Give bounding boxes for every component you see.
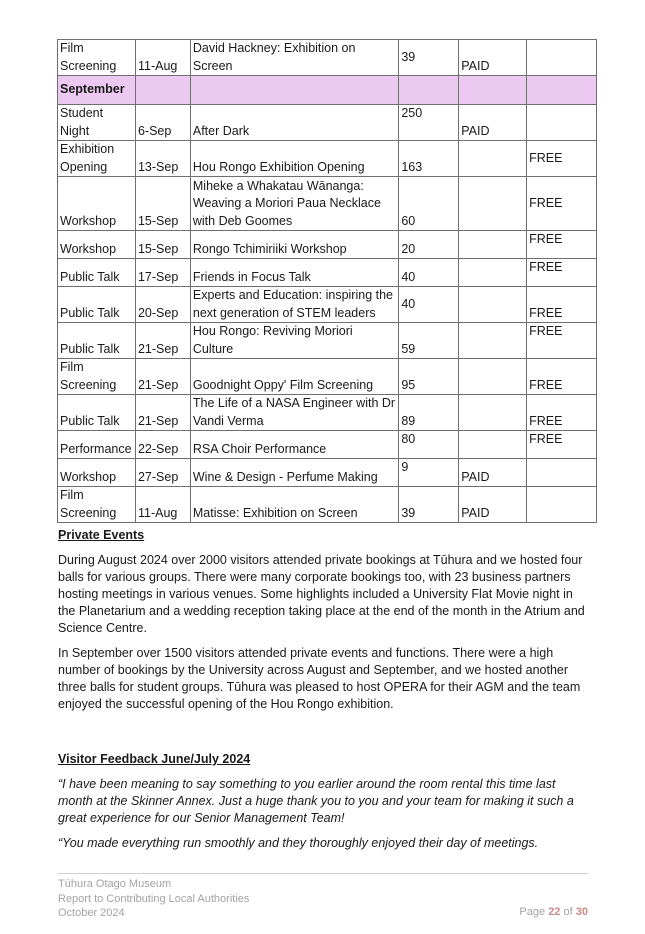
event-free-cell — [527, 105, 597, 141]
event-visitors-cell: 39 — [399, 487, 459, 523]
private-events-heading: Private Events — [58, 528, 145, 542]
event-paid-cell — [459, 323, 527, 359]
private-events-paragraph: In September over 1500 visitors attended private events and functions. There were a high number of bookings by the University across August and September, and we hosted another three balls for student groups. Tūhura was pleased to host OPERA for their AGM and the team enjoyed the successful opening of the Hou Rongo exhibition. — [58, 646, 581, 711]
page-total: 30 — [575, 906, 588, 918]
events-table — [57, 39, 597, 523]
table-row — [58, 459, 597, 487]
event-free-cell — [527, 459, 597, 487]
event-date-cell: 11-Aug — [135, 487, 190, 523]
event-free-cell — [527, 487, 597, 523]
event-paid-cell — [459, 395, 527, 431]
event-date-cell: 21-Sep — [135, 395, 190, 431]
event-type-cell: Public Talk — [58, 287, 136, 323]
event-visitors-cell: 20 — [399, 231, 459, 259]
event-free-cell: FREE — [527, 177, 597, 231]
event-free-cell — [527, 40, 597, 76]
event-free-cell: FREE — [527, 395, 597, 431]
table-row — [58, 487, 597, 523]
event-title-cell: Friends in Focus Talk — [190, 259, 398, 287]
event-paid-cell: PAID — [459, 105, 527, 141]
event-type-cell: Exhibition Opening — [58, 141, 136, 177]
event-title-cell: Miheke a Whakatau Wānanga: Weaving a Moriori Paua Necklace with Deb Goomes — [190, 177, 398, 231]
footer-divider — [58, 873, 588, 874]
event-paid-cell: PAID — [459, 459, 527, 487]
event-visitors-cell: 59 — [399, 323, 459, 359]
table-row — [58, 40, 597, 76]
event-type-cell: Student Night — [58, 105, 136, 141]
event-free-cell: FREE — [527, 287, 597, 323]
event-title-cell: Hou Rongo: Reviving Moriori Culture — [190, 323, 398, 359]
event-type-cell: Public Talk — [58, 323, 136, 359]
event-type-cell: Workshop — [58, 177, 136, 231]
table-row — [58, 395, 597, 431]
event-title-cell: Hou Rongo Exhibition Opening — [190, 141, 398, 177]
event-paid-cell — [459, 287, 527, 323]
event-visitors-cell: 39 — [399, 40, 459, 76]
month-label: September — [58, 76, 136, 105]
month-cell — [135, 76, 190, 105]
event-title-cell: Wine & Design - Perfume Making — [190, 459, 398, 487]
footer-report-title: Report to Contributing Local Authorities — [58, 892, 250, 905]
event-free-cell: FREE — [527, 231, 597, 259]
event-date-cell: 17-Sep — [135, 259, 190, 287]
table-row — [58, 287, 597, 323]
event-date-cell: 11-Aug — [135, 40, 190, 76]
event-visitors-cell: 250 — [399, 105, 459, 141]
month-cell — [459, 76, 527, 105]
event-type-cell: Film Screening — [58, 359, 136, 395]
event-date-cell: 21-Sep — [135, 359, 190, 395]
event-type-cell: Performance — [58, 431, 136, 459]
event-paid-cell — [459, 359, 527, 395]
visitor-feedback-heading: Visitor Feedback June/July 2024 — [58, 752, 251, 766]
table-row — [58, 431, 597, 459]
event-type-cell: Workshop — [58, 459, 136, 487]
footer — [58, 877, 249, 921]
event-paid-cell — [459, 259, 527, 287]
event-visitors-cell: 9 — [399, 459, 459, 487]
feedback-quote: “You made everything run smoothly and they thoroughly enjoyed their day of meetings. — [58, 836, 539, 850]
event-type-cell: Public Talk — [58, 395, 136, 431]
table-row — [58, 177, 597, 231]
event-type-cell: Film Screening — [58, 487, 136, 523]
event-title-cell: RSA Choir Performance — [190, 431, 398, 459]
month-cell — [527, 76, 597, 105]
event-visitors-cell: 40 — [399, 287, 459, 323]
event-date-cell: 15-Sep — [135, 177, 190, 231]
month-row — [58, 76, 597, 105]
table-row — [58, 359, 597, 395]
event-date-cell: 15-Sep — [135, 231, 190, 259]
table-row — [58, 105, 597, 141]
visitor-feedback-section — [58, 751, 592, 852]
event-free-cell: FREE — [527, 141, 597, 177]
event-free-cell: FREE — [527, 431, 597, 459]
event-title-cell: Goodnight Oppy' Film Screening — [190, 359, 398, 395]
event-paid-cell: PAID — [459, 40, 527, 76]
event-date-cell: 21-Sep — [135, 323, 190, 359]
month-cell — [399, 76, 459, 105]
table-row — [58, 141, 597, 177]
event-title-cell: After Dark — [190, 105, 398, 141]
event-visitors-cell: 163 — [399, 141, 459, 177]
private-events-paragraph: During August 2024 over 2000 visitors attended private bookings at Tūhura and we hosted four balls for various groups. There were many corporate bookings too, with 23 business partners hosting meetings in various venues. Some highlights included a University Flat Movie night in the Planetarium and a wedding reception taking place at the end of the month in the Atrium and Science Centre. — [58, 553, 585, 635]
event-title-cell: David Hackney: Exhibition on Screen — [190, 40, 398, 76]
event-date-cell: 13-Sep — [135, 141, 190, 177]
event-visitors-cell: 89 — [399, 395, 459, 431]
event-paid-cell — [459, 431, 527, 459]
event-title-cell: The Life of a NASA Engineer with Dr Vandi Verma — [190, 395, 398, 431]
month-cell — [190, 76, 398, 105]
footer-org: Tūhura Otago Museum — [58, 878, 172, 890]
event-title-cell: Experts and Education: inspiring the next generation of STEM leaders — [190, 287, 398, 323]
private-events-section — [58, 527, 592, 713]
event-title-cell: Matisse: Exhibition on Screen — [190, 487, 398, 523]
event-type-cell: Public Talk — [58, 259, 136, 287]
feedback-quote: “I have been meaning to say something to you earlier around the room rental this time last month at the Skinner Annex. Just a huge thank you to you and your team for making it such a great experience for our Senior Management Team! — [58, 777, 574, 825]
event-date-cell: 20-Sep — [135, 287, 190, 323]
page-label: Page — [519, 906, 546, 918]
event-visitors-cell: 40 — [399, 259, 459, 287]
event-paid-cell: PAID — [459, 487, 527, 523]
page-number — [519, 906, 588, 918]
event-visitors-cell: 60 — [399, 177, 459, 231]
page-current: 22 — [548, 906, 561, 918]
event-paid-cell — [459, 231, 527, 259]
event-paid-cell — [459, 177, 527, 231]
footer-date: October 2024 — [58, 907, 125, 919]
event-free-cell: FREE — [527, 323, 597, 359]
page-of-label: of — [563, 906, 573, 918]
event-visitors-cell: 80 — [399, 431, 459, 459]
event-free-cell: FREE — [527, 259, 597, 287]
event-paid-cell — [459, 141, 527, 177]
event-date-cell: 27-Sep — [135, 459, 190, 487]
event-free-cell: FREE — [527, 359, 597, 395]
event-type-cell: Film Screening — [58, 40, 136, 76]
table-row — [58, 323, 597, 359]
event-title-cell: Rongo Tchimiriiki Workshop — [190, 231, 398, 259]
event-date-cell: 22-Sep — [135, 431, 190, 459]
table-row — [58, 231, 597, 259]
event-type-cell: Workshop — [58, 231, 136, 259]
table-row — [58, 259, 597, 287]
event-visitors-cell: 95 — [399, 359, 459, 395]
event-date-cell: 6-Sep — [135, 105, 190, 141]
